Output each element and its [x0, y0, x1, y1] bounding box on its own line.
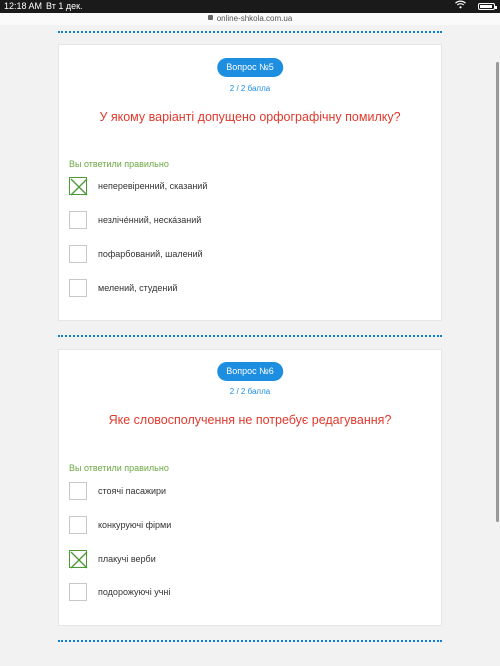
option-label: пофарбований, шалений: [98, 249, 203, 259]
answer-option[interactable]: [69, 245, 409, 265]
option-label: неперевіренний, сказаний: [98, 181, 208, 191]
section-divider: [58, 640, 442, 642]
option-checkbox[interactable]: [69, 177, 87, 195]
checked-cross-icon: [70, 178, 88, 196]
option-checkbox[interactable]: [69, 550, 87, 568]
answer-option[interactable]: [69, 279, 409, 299]
option-label: незлічéнний, нескáзаний: [98, 215, 202, 225]
option-checkbox[interactable]: [69, 516, 87, 534]
address-bar[interactable]: [0, 13, 500, 25]
checked-cross-icon: [70, 551, 88, 569]
question-number-badge: Вопрос №6: [217, 362, 283, 381]
battery-icon: [478, 3, 495, 10]
question-title: Яке словосполучення не потребує редагування?: [108, 413, 392, 427]
option-checkbox[interactable]: [69, 279, 87, 297]
question-number-badge: Вопрос №5: [217, 58, 283, 77]
question-score: 2 / 2 балла: [229, 387, 271, 396]
question-card-5: [58, 44, 442, 321]
wifi-icon: [455, 0, 466, 11]
question-card-6: [58, 349, 442, 626]
answer-option[interactable]: [69, 516, 409, 536]
answer-option[interactable]: [69, 550, 409, 570]
answer-result: Вы ответили правильно: [69, 159, 169, 169]
answer-option[interactable]: [69, 211, 409, 231]
lock-icon: [208, 15, 213, 20]
option-checkbox[interactable]: [69, 583, 87, 601]
section-divider: [58, 31, 442, 33]
option-label: стоячі пасажири: [98, 486, 167, 496]
section-divider: [58, 335, 442, 337]
option-label: мелений, студений: [98, 283, 178, 293]
scrollbar-thumb[interactable]: [496, 62, 499, 522]
question-title: У якому варіанті допущено орфографічну помилку?: [99, 110, 401, 124]
answer-option[interactable]: [69, 177, 409, 197]
page-scrollbar[interactable]: [496, 62, 499, 522]
option-checkbox[interactable]: [69, 245, 87, 263]
answer-option[interactable]: [69, 583, 409, 603]
url-text[interactable]: online-shkola.com.ua: [216, 14, 293, 23]
option-label: конкуруючі фірми: [98, 520, 172, 530]
option-checkbox[interactable]: [69, 211, 87, 229]
option-checkbox[interactable]: [69, 482, 87, 500]
option-label: подорожуючі учні: [98, 587, 171, 597]
battery-level: [480, 5, 492, 8]
status-time: 12:18 AM: [4, 1, 43, 11]
option-label: плакучі верби: [98, 554, 156, 564]
answer-option[interactable]: [69, 482, 409, 502]
answer-result: Вы ответили правильно: [69, 463, 169, 473]
status-date: Вт 1 дек.: [46, 1, 83, 11]
status-bar: [0, 0, 500, 13]
question-score: 2 / 2 балла: [229, 84, 271, 93]
